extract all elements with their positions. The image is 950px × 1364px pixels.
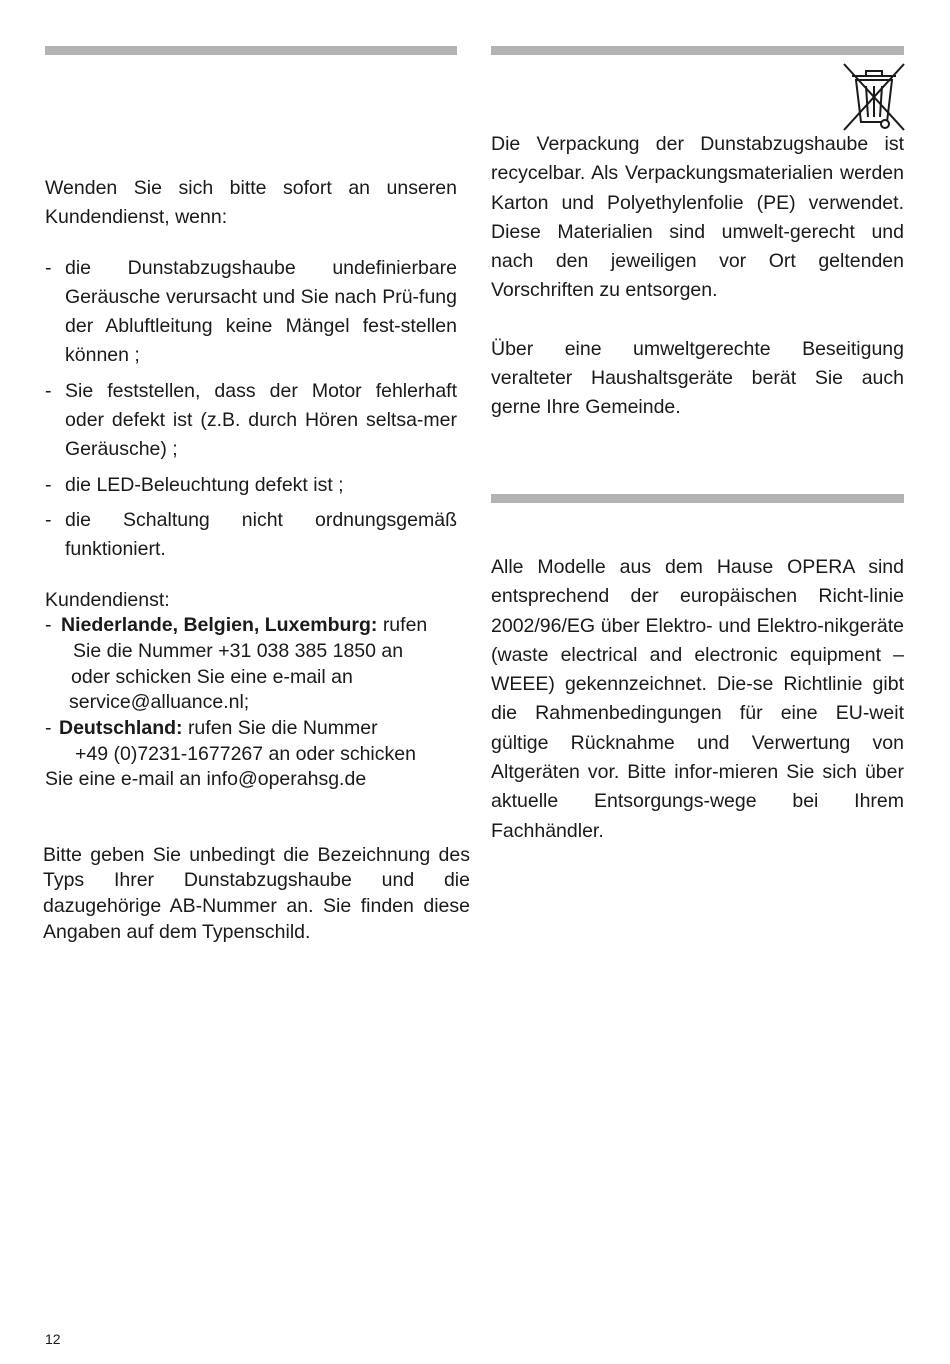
contact-germany: - Deutschland: rufen Sie die Nummer [45,717,378,740]
list-item: - die Dunstabzugshaube undefinierbare Geräusche verursacht und Sie nach Prü-fung der Abluftleitung keine Mängel fest-stellen können ; [45,256,457,367]
section-bar-environment [491,46,904,55]
list-item: - die Schaltung nicht ordnungsgemäß funktioniert. [45,508,457,561]
weee-paragraph: Alle Modelle aus dem Hause OPERA sind entsprechend der europäischen Richt-linie 2002/96/EG über Elektro- und Elektro-nikgeräte (waste electrical and electronic equipment – WEEE) gekennzeichnet. Die-se Richtlinie gibt die Rahmenbedingungen für eine EU-weit gültige Rücknahme und Verwertung von Altgeräten vor. Bitte infor-mieren Sie sich über aktuelle Entsorgungs-wege bei Ihrem Fachhändler. [491,556,904,842]
email-benelux: service@alluance.nl; [69,691,250,714]
page-number: 12 [45,1331,61,1347]
contact-block: Kundendienst: - Niederlande, Belgien, Luxemburg: rufen Sie die Nummer +31 038 385 1850 an oder schicken Sie eine e-mail an service@alluance.nl; - Deutschland: rufen Sie die Nummer +49 (0)7231-1677267 an oder schicken Sie eine e-mail an info@operahsg.de [45,588,470,794]
contact-heading: Kundendienst: [45,588,170,611]
issue-list [45,254,457,565]
list-item: - die LED-Beleuchtung defekt ist ; [45,473,344,496]
environment-section [491,130,904,842]
list-item: - Sie feststellen, dass der Motor fehlerhaft oder defekt ist (z.B. durch Hören seltsa-mer Geräusche) ; [45,379,457,461]
contact-benelux: - Niederlande, Belgien, Luxemburg: rufen Sie die Nummer +31 038 385 1850 an oder schicken Sie eine e-mail an service@alluance.nl; [45,613,470,716]
email-germany-line: Sie eine e-mail an info@operahsg.de [45,768,367,791]
packaging-paragraph: Die Verpackung der Dunstabzugshaube ist recycelbar. Als Verpackungsmaterialien werden Karton und Polyethylenfolie (PE) verwendet. Diese Materialien sind umwelt-gerecht und nach den jeweiligen vor Ort geltenden Vorschriften zu entsorgen. [491,133,904,302]
country-germany: Deutschland: [59,717,183,740]
crossed-out-wheelie-bin-icon [842,62,906,132]
section-bar-weee [491,494,904,503]
customer-service-intro: Wenden Sie sich bitte sofort an unseren Kundendienst, wenn: [45,177,457,229]
country-benelux: Niederlande, Belgien, Luxemburg: [61,614,378,637]
customer-service-section [45,174,457,793]
type-plate-note: Bitte geben Sie unbedingt die Bezeichnung des Typs Ihrer Dunstabzugshaube und die dazugehörige AB-Nummer an. Sie finden diese Angaben auf dem Typenschild. [43,843,470,943]
disposal-paragraph: Über eine umweltgerechte Beseitigung veralteter Haushaltsgeräte berät Sie auch gerne Ihre Gemeinde. [491,337,904,419]
section-bar-customer-service [45,46,457,55]
